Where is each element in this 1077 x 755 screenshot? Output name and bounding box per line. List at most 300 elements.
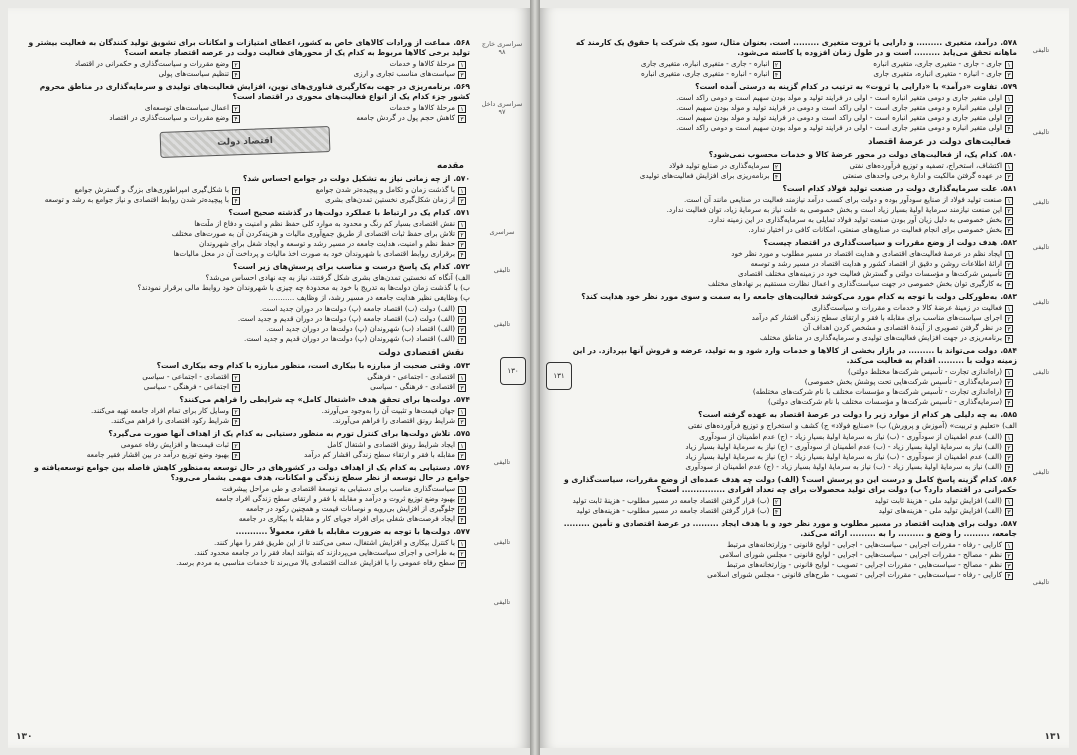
answer-option[interactable] xyxy=(246,185,466,195)
answer-option[interactable] xyxy=(554,452,1013,462)
option-text: جهان قیمت‌ها و تثبیت آن را به‌وجود می‌آورند. xyxy=(321,406,455,415)
option-text: سیاست‌های مناسب تجاری و ارزی xyxy=(353,69,455,78)
option-number-box: ۱ xyxy=(458,105,466,113)
answer-option[interactable] xyxy=(20,249,466,259)
answer-option[interactable] xyxy=(20,484,466,494)
option-text: اولی متغیر جاری و دومی متغیر انباره است - اولی راکد است و دومی در فرایند تولید و مولد بودن سهیم است. xyxy=(676,113,1002,122)
question-text: به‌طورکلی دولت با توجه به کدام مورد می‌کوشد فعالیت‌های جامعه را به سمت و سوی مورد نظر خود هدایت کند؟ xyxy=(581,292,998,301)
option-text: شرایط رکود اقتصادی را فراهم می‌کنند. xyxy=(111,416,229,425)
question-text: دولت‌ها برای تحقق هدف «اشتغال کامل» چه شرایطی را فراهم می‌کنند؟ xyxy=(179,395,451,404)
page-tab-right-number: ۱۳۱ xyxy=(553,372,565,380)
option-number-box: ۳ xyxy=(1005,71,1013,79)
answer-option[interactable] xyxy=(20,324,466,334)
answer-option[interactable] xyxy=(554,303,1013,313)
option-text: برنامه‌ریزی در جهت افزایش فعالیت‌های تولیدی و سرمایه‌گذاری در مناطق مختلف xyxy=(759,333,1002,342)
option-number-box: ۱ xyxy=(1005,95,1013,103)
question-subpart: الف) «تعلیم و تربیت» (آموزش و پرورش) ب) «صنایع فولاد» ج) کشف و استخراج و توزیع فرآورده‌های نفتی xyxy=(687,421,1017,430)
option-number-box: ۳ xyxy=(458,197,466,205)
answer-option[interactable] xyxy=(246,103,466,113)
answer-options xyxy=(554,59,1013,79)
question-number: ۵۷۲. xyxy=(453,262,470,271)
option-number-box: ۴ xyxy=(232,115,240,123)
option-text: اعمال سیاست‌های توسعه‌ای xyxy=(144,103,229,112)
option-text: (الف) دولت (ب) اقتصاد جامعه (پ) دولت‌ها در دوران جدید است. xyxy=(259,304,455,313)
option-number-box: ۳ xyxy=(458,326,466,334)
option-text: جلوگیری از افزایش بی‌رویه و نوسانات قیمت و همچنین رکود در جامعه xyxy=(246,504,455,513)
option-text: نظم - مصالح - مقررات اجرایی - سیاست‌هایی - اجرایی - لوایح قانونی - مجلس شورای اسلامی xyxy=(719,550,1002,559)
option-number-box: ۳ xyxy=(1005,562,1013,570)
answer-options xyxy=(20,304,466,344)
answer-option[interactable] xyxy=(246,59,466,69)
question-text: از چه زمانی نیاز به تشکیل دولت در جوامع احساس شد؟ xyxy=(242,174,451,183)
option-text: مرحلهٔ کالاها و خدمات xyxy=(389,103,455,112)
answer-option[interactable] xyxy=(554,333,1013,343)
question xyxy=(554,38,1017,58)
option-number-box: ۴ xyxy=(232,71,240,79)
answer-option[interactable] xyxy=(554,432,1013,442)
answer-option[interactable] xyxy=(20,195,240,205)
question xyxy=(554,82,1017,92)
option-text: با شکل‌گیری امپراطوری‌های بزرگ و گسترش جوامع xyxy=(74,185,229,194)
option-number-box: ۱ xyxy=(1005,61,1013,69)
option-text: (الف) عدم اطمینان از سودآوری - (ب) نیاز به سرمایهٔ اولیهٔ بسیار زیاد - (ج) نیاز به سرمایهٔ اولیهٔ بسیار زیاد xyxy=(685,452,1002,461)
answer-options xyxy=(20,59,466,79)
option-number-box: ۳ xyxy=(458,71,466,79)
option-number-box: ۳ xyxy=(1005,217,1013,225)
answer-option[interactable] xyxy=(246,440,466,450)
answer-option[interactable] xyxy=(20,219,466,229)
option-text: کاهش حجم پول در گردش جامعه xyxy=(356,113,455,122)
answer-option[interactable] xyxy=(554,69,781,79)
option-text: با گذشت زمان و تکامل و پیچیده‌تر شدن جوامع xyxy=(315,185,455,194)
answer-option[interactable] xyxy=(20,416,240,426)
question xyxy=(20,361,470,371)
option-number-box: ۱ xyxy=(458,374,466,382)
answer-options xyxy=(554,303,1013,343)
question-number: ۵۷۵. xyxy=(453,429,470,438)
option-text: تلاش برای حفظ ثبات اقتصادی از طریق جمع‌آوری مالیات و هزینه‌کردن آن به صورت‌های مختلف xyxy=(171,229,455,238)
question-number: ۵۸۵. xyxy=(1000,410,1017,419)
margin-source-note: تالیفی xyxy=(493,320,511,328)
option-text: تأسیس شرکت‌ها و مؤسسات دولتی و گسترش فعالیت خود در زمینه‌های مختلف اقتصادی xyxy=(737,269,1002,278)
question-number: ۵۸۱. xyxy=(1000,184,1017,193)
margin-source-note: سراسری خارج ۹۸ xyxy=(481,40,523,56)
answer-option[interactable] xyxy=(554,259,1013,269)
answer-option[interactable] xyxy=(20,103,240,113)
option-number-box: ۱ xyxy=(1005,163,1013,171)
option-text: ثبات قیمت‌ها و افزایش رفاه عمومی xyxy=(120,440,229,449)
option-text: ایجاد نظم در عرصهٔ فعالیت‌های اقتصادی و هدایت اقتصاد در مسیر مطلوب و مورد نظر خود xyxy=(731,249,1002,258)
question-text: هدف دولت از وضع مقررات و سیاست‌گذاری در اقتصاد چیست؟ xyxy=(763,238,998,247)
answer-options xyxy=(20,219,466,259)
option-number-box: ۴ xyxy=(773,71,781,79)
option-number-box: ۴ xyxy=(1005,572,1013,580)
answer-option[interactable] xyxy=(246,450,466,460)
answer-option[interactable] xyxy=(554,249,1013,259)
answer-option[interactable] xyxy=(787,171,1014,181)
answer-option[interactable] xyxy=(246,416,466,426)
question-number: ۵۸۶. xyxy=(1000,475,1017,484)
option-number-box: ۴ xyxy=(1005,227,1013,235)
answer-option[interactable] xyxy=(554,215,1013,225)
page-tab-right xyxy=(546,362,572,390)
question xyxy=(554,184,1017,194)
option-text: (الف) نیاز به سرمایهٔ اولیهٔ بسیار زیاد - (ب) نیاز به سرمایهٔ اولیهٔ بسیار زیاد - (ج) عدم اطمینان از سودآوری xyxy=(685,462,1002,471)
option-number-box: ۱ xyxy=(458,221,466,229)
question-text: کدام یک، از فعالیت‌های دولت در محور عرضهٔ کالا و خدمات محسوب نمی‌شود؟ xyxy=(708,150,998,159)
answer-option[interactable] xyxy=(554,387,1013,397)
option-text: (الف) افزایش تولید ملی - هزینهٔ ثابت تولید xyxy=(874,496,1002,505)
option-text: (سرمایه‌گذاری - تأسیس شرکت‌ها و مؤسسات مختلف با نام شرکت‌های دولتی) xyxy=(767,397,1002,406)
page-number-left: ۱۳۰ xyxy=(16,732,33,742)
option-number-box: ۳ xyxy=(458,506,466,514)
question-number: ۵۸۲. xyxy=(1000,238,1017,247)
question xyxy=(554,346,1017,366)
answer-options xyxy=(20,406,466,426)
option-text: اقتصادی - اجتماعی - فرهنگی xyxy=(367,372,455,381)
question-text: کدام یک در ارتباط با عملکرد دولت‌ها در گذشته صحیح است؟ xyxy=(228,208,451,217)
option-number-box: ۱ xyxy=(458,61,466,69)
left-page xyxy=(8,8,530,748)
option-number-box: ۳ xyxy=(1005,454,1013,462)
answer-option[interactable] xyxy=(20,239,466,249)
question-group-top xyxy=(20,38,470,123)
question-subpart: الف) آنگاه که نخستین تمدن‌های بشری شکل گرفتند، نیاز به چه نهادی احساس می‌شد؟ xyxy=(205,273,470,282)
question-number: ۵۷۰. xyxy=(453,174,470,183)
answer-options xyxy=(20,538,466,568)
option-number-box: ۱ xyxy=(1005,305,1013,313)
option-text: جاری - انباره - متغیری انباره، متغیری جاری xyxy=(873,69,1002,78)
question xyxy=(20,174,470,184)
question-number: ۵۷۷. xyxy=(453,527,470,536)
answer-option[interactable] xyxy=(20,450,240,460)
option-text: در نظر گرفتن تصویری از آیندهٔ اقتصادی و مشخص کردن اهداف آن xyxy=(802,323,1002,332)
margin-source-note: تالیفی xyxy=(493,598,511,606)
answer-option[interactable] xyxy=(20,185,240,195)
answer-option[interactable] xyxy=(554,59,781,69)
margin-source-note: تالیفی xyxy=(493,458,511,466)
option-number-box: ۳ xyxy=(1005,271,1013,279)
option-text: ایجاد شرایط رونق اقتصادی و اشتغال کامل xyxy=(327,440,455,449)
answer-options xyxy=(20,484,466,524)
answer-option[interactable] xyxy=(787,59,1014,69)
option-number-box: ۲ xyxy=(773,61,781,69)
answer-option[interactable] xyxy=(246,69,466,79)
option-text: (راه‌اندازی تجارت - تأسیس شرکت‌ها مختلط دولتی) xyxy=(848,367,1002,376)
option-number-box: ۲ xyxy=(773,498,781,506)
option-text: اقتصادی - اجتماعی - سیاسی xyxy=(142,372,229,381)
question xyxy=(554,519,1017,539)
margin-source-note: تالیفی xyxy=(1032,46,1050,54)
option-number-box: ۴ xyxy=(1005,281,1013,289)
answer-option[interactable] xyxy=(554,570,1013,580)
margin-source-note: سراسری داخل ۹۷ xyxy=(481,100,523,116)
answer-option[interactable] xyxy=(20,406,240,416)
option-text: سرمایه‌گذاری در صنایع تولید فولاد xyxy=(668,161,770,170)
option-number-box: ۲ xyxy=(1005,261,1013,269)
option-number-box: ۴ xyxy=(773,508,781,516)
option-text: وسایل کار برای تمام افراد جامعه تهیه می‌کنند. xyxy=(91,406,229,415)
answer-option[interactable] xyxy=(554,93,1013,103)
question-text: دولت برای هدایت اقتصاد در مسیر مطلوب و مورد نظر خود و با هدف ایجاد ......... در عرصهٔ اقتصادی و تأمین ......... جامعه، ......... را وضع و ......... را به ......... ارائه می‌کند. xyxy=(563,519,1017,538)
option-text: حفظ نظم و امنیت، هدایت جامعه در مسیر رشد و توسعه و ایجاد شغل برای شهروندان xyxy=(198,239,455,248)
option-text: مرحلهٔ کالاها و خدمات xyxy=(389,59,455,68)
option-number-box: ۱ xyxy=(1005,251,1013,259)
answer-option[interactable] xyxy=(554,313,1013,323)
answer-option[interactable] xyxy=(554,550,1013,560)
answer-option[interactable] xyxy=(20,504,466,514)
question xyxy=(20,395,470,405)
answer-options xyxy=(554,195,1013,235)
option-text: با کنترل بیکاری و افزایش اشتغال، سعی می‌کنند تا از این طریق فقر را مهار کنند. xyxy=(213,538,455,547)
answer-option[interactable] xyxy=(20,494,466,504)
option-number-box: ۴ xyxy=(1005,335,1013,343)
answer-options xyxy=(554,367,1013,407)
answer-option[interactable] xyxy=(554,496,781,506)
option-text: به طراحی و اجرای سیاست‌هایی می‌پردازند که بتوانند ابعاد فقر را در جامعه محدود کنند. xyxy=(194,548,455,557)
option-number-box: ۳ xyxy=(458,384,466,392)
answer-option[interactable] xyxy=(554,205,1013,215)
answer-option[interactable] xyxy=(554,560,1013,570)
option-number-box: ۲ xyxy=(458,550,466,558)
option-number-box: ۲ xyxy=(232,105,240,113)
option-number-box: ۱ xyxy=(1005,498,1013,506)
option-text: اقتصادی - فرهنگی - سیاسی xyxy=(370,382,455,391)
option-text: برنامه‌ریزی برای افزایش فعالیت‌های تولیدی xyxy=(639,171,770,180)
answer-option[interactable] xyxy=(20,558,466,568)
question-text: تفاوت «درآمد» با «دارایی یا ثروت» به ترتیب در کدام گزینه به درستی آمده است؟ xyxy=(695,82,998,91)
question xyxy=(20,262,470,272)
option-number-box: ۳ xyxy=(458,418,466,426)
question-text: مماعت از ورادات کالاهای خاص به کشور، اعطای امتیازات و امکانات برای تشویق تولید کنندگان به فعالیت بیشتر و تولید برخی کالاها مربوط به کدام یک از محورهای فعالیت دولت در عرصه اقتصاد جامعه است؟ xyxy=(28,38,470,57)
option-text: اکتشاف، استخراج، تصفیه و توزیع فرآورده‌های نفتی xyxy=(849,161,1002,170)
option-text: سیاست‌گذاری مناسب برای دستیابی به توسعهٔ اقتصادی و طی مراحل پیشرفت xyxy=(222,484,455,493)
answer-option[interactable] xyxy=(20,314,466,324)
answer-option[interactable] xyxy=(787,161,1014,171)
answer-options xyxy=(554,432,1013,472)
option-number-box: ۳ xyxy=(1005,508,1013,516)
answer-option[interactable] xyxy=(554,462,1013,472)
option-number-box: ۲ xyxy=(1005,552,1013,560)
answer-option[interactable] xyxy=(787,69,1014,79)
answer-option[interactable] xyxy=(20,229,466,239)
page-tab-left xyxy=(500,357,526,385)
margin-source-note: تالیفی xyxy=(1032,198,1050,206)
left-page-content xyxy=(20,38,470,728)
option-number-box: ۱ xyxy=(458,306,466,314)
answer-option[interactable] xyxy=(554,377,1013,387)
option-text: (سرمایه‌گذاری - تأسیس شرکت‌هایی تحت پوشش بخش خصوصی) xyxy=(804,377,1002,386)
question-number: ۵۶۹. xyxy=(453,82,470,91)
question xyxy=(20,429,470,439)
answer-option[interactable] xyxy=(554,506,781,516)
option-text: (الف) اقتصاد (ب) شهروندان (پ) دولت‌ها در دوران جدید است. xyxy=(266,324,455,333)
option-number-box: ۲ xyxy=(458,316,466,324)
answer-option[interactable] xyxy=(246,372,466,382)
option-number-box: ۳ xyxy=(1005,325,1013,333)
question-text: وقتی صحبت از مبارزه با بیکاری است، منظور مبارزه با کدام وجه بیکاری است؟ xyxy=(156,361,451,370)
option-number-box: ۱ xyxy=(458,486,466,494)
answer-option[interactable] xyxy=(554,269,1013,279)
question-text: دستیابی به کدام یک از اهداف دولت در کشورهای در حال توسعه به‌منظور کاهش فاصله بین جوامع توسعه‌یافته و جوامع در حال توسعه از نظر سطح زندگی و امکانات، هدف مهمی بشمار می‌رود؟ xyxy=(34,463,470,482)
question-number: ۵۷۶. xyxy=(453,463,470,472)
answer-option[interactable] xyxy=(787,506,1014,516)
answer-option[interactable] xyxy=(20,382,240,392)
answer-options xyxy=(20,440,466,460)
option-text: (الف) افزایش تولید ملی - هزینه‌های تولید xyxy=(878,506,1002,515)
answer-option[interactable] xyxy=(554,161,781,171)
question xyxy=(554,410,1017,420)
option-text: ارائهٔ اطلاعات روشن و دقیق از اقتصاد کشور و هدایت اقتصاد در مسیر رشد و توسعه xyxy=(750,259,1002,268)
option-text: بخش خصوصی برای انجام فعالیت در صنایع‌های صنعتی، امکانات کافی در اختیار ندارد. xyxy=(748,225,1002,234)
answer-option[interactable] xyxy=(20,113,240,123)
question-text: کدام گزینه پاسخ کامل و درست این دو پرسش است؟ (الف) دولت چه هدف عمده‌ای از وضع مقررات، سیاست‌گذاری و حکمرانی در اقتصاد دارد؟ ب) دولت برای تولید محصولات برای چه تعداد افرادی ............... است؟ xyxy=(564,475,1017,494)
question xyxy=(554,150,1017,160)
option-text: مقابله با فقر و ارتقاء سطح زندگی اقشار کم درآمد xyxy=(303,450,455,459)
section-heading-intro: مقدمه xyxy=(436,161,464,171)
answer-option[interactable] xyxy=(554,279,1013,289)
banner-text: اقتصاد دولت xyxy=(216,136,274,148)
question-number: ۵۷۸. xyxy=(1000,38,1017,47)
question xyxy=(20,38,470,58)
option-number-box: ۳ xyxy=(458,452,466,460)
option-number-box: ۴ xyxy=(458,251,466,259)
answer-option[interactable] xyxy=(20,548,466,558)
answer-option[interactable] xyxy=(246,382,466,392)
option-text: نظم - مصالح - سیاست‌هایی - مقررات اجرایی - تصویب - لوایح قانونی - وزارتخانه‌های مرتبط xyxy=(726,560,1002,569)
option-text: تنظیم سیاست‌های پولی xyxy=(158,69,229,78)
option-number-box: ۲ xyxy=(1005,315,1013,323)
option-text: (ب) قرار گرفتن اقتصاد جامعه در مسیر مطلوب - هزینهٔ ثابت تولید xyxy=(572,496,770,505)
option-number-box: ۳ xyxy=(458,115,466,123)
question-text: برنامه‌ریزی در جهت به‌کارگیری فناوری‌های نوین، افزایش فعالیت‌های تولیدی و سرمایه‌گذاری در مناطق محروم کشور جزء کدام یک از انواع فعالیت‌های محوری در اقتصاد است؟ xyxy=(39,82,470,101)
margin-source-note: تالیفی xyxy=(493,538,511,546)
margin-source-note: سراسری xyxy=(489,228,515,236)
option-text: اجرای سیاست‌های مناسب برای مقابله با فقر و ارتقای سطح زندگی اقشار کم درآمد xyxy=(751,313,1002,322)
answer-option[interactable] xyxy=(554,195,1013,205)
option-number-box: ۱ xyxy=(458,442,466,450)
question xyxy=(554,292,1017,302)
option-text: (راه‌اندازی تجارت - تأسیس شرکت‌ها و مؤسسات مختلف با نام شرکت‌های مختلطه) xyxy=(752,387,1002,396)
page-number-right: ۱۳۱ xyxy=(1044,732,1061,742)
option-text: (ب) قرار گرفتن اقتصاد جامعه در مسیر مطلوب - هزینه‌های تولید xyxy=(576,506,770,515)
question-number: ۵۷۹. xyxy=(1000,82,1017,91)
question-text: کدام یک پاسخ درست و مناسب برای پرسش‌های زیر است؟ xyxy=(233,262,451,271)
question xyxy=(20,208,470,218)
option-text: وضع مقررات و سیاست‌گذاری و حکمرانی در اقتصاد xyxy=(74,59,229,68)
answer-option[interactable] xyxy=(554,113,1013,123)
option-text: از زمان شکل‌گیری نخستین تمدن‌های بشری xyxy=(325,195,455,204)
question-number: ۵۷۴. xyxy=(453,395,470,404)
margin-source-note: تالیفی xyxy=(1032,368,1050,376)
option-number-box: ۱ xyxy=(458,408,466,416)
option-text: اجتماعی - فرهنگی - سیاسی xyxy=(143,382,229,391)
option-text: انباره - جاری - متغیری انباره، متغیری جاری xyxy=(640,59,770,68)
option-number-box: ۴ xyxy=(232,197,240,205)
option-number-box: ۴ xyxy=(773,173,781,181)
question-text: درآمد، متغیری ......... و دارایی یا ثروت متغیری ......... است. بعنوان مثال، سود یک شرکت یا حقوق یک کارمند که ماهانه تحقق می‌یابد ......... است و در طول زمان افزوده یا کاسته می‌شود. xyxy=(575,38,1017,57)
answer-option[interactable] xyxy=(246,406,466,416)
question-number: ۵۷۱. xyxy=(453,208,470,217)
answer-option[interactable] xyxy=(554,540,1013,550)
option-text: به کارگیری توان بخش خصوصی در جهت سیاست‌گذاری و اعمال نظارت مستقیم بر نهادهای مختلف xyxy=(707,279,1002,288)
option-text: ایجاد فرصت‌های شغلی برای افراد جویای کار و مقابله با بیکاری در جامعه xyxy=(238,514,455,523)
question-text: دولت‌ها با توجه به ضرورت مقابله با فقر، معمولاً ........... xyxy=(235,527,451,536)
answer-option[interactable] xyxy=(787,496,1014,506)
option-text: در عهده گرفتن مالکیت و ادارهٔ برخی واحدهای صنعتی xyxy=(842,171,1002,180)
answer-options xyxy=(554,161,1013,181)
answer-option[interactable] xyxy=(554,323,1013,333)
answer-option[interactable] xyxy=(20,538,466,548)
option-number-box: ۱ xyxy=(458,187,466,195)
section-heading-role: نقش اقتصادی دولت xyxy=(378,348,464,358)
option-text: انباره - انباره - متغیری جاری، متغیری انباره xyxy=(640,69,770,78)
option-number-box: ۴ xyxy=(458,336,466,344)
option-number-box: ۳ xyxy=(1005,173,1013,181)
answer-option[interactable] xyxy=(20,440,240,450)
margin-source-note: تالیفی xyxy=(1032,578,1050,586)
option-number-box: ۳ xyxy=(1005,115,1013,123)
answer-option[interactable] xyxy=(20,334,466,344)
answer-option[interactable] xyxy=(554,442,1013,452)
question xyxy=(20,463,470,483)
answer-option[interactable] xyxy=(20,514,466,524)
answer-option[interactable] xyxy=(246,113,466,123)
answer-option[interactable] xyxy=(554,171,781,181)
option-number-box: ۱ xyxy=(458,540,466,548)
option-number-box: ۲ xyxy=(232,187,240,195)
answer-option[interactable] xyxy=(20,59,240,69)
option-number-box: ۲ xyxy=(232,374,240,382)
option-text: صنعت تولید فولاد از صنایع سودآور بوده و دولت برای کسب درآمد نیازمند فعالیت در صنایعی مانند آن است. xyxy=(683,195,1002,204)
answer-option[interactable] xyxy=(20,304,466,314)
margin-source-note: تالیفی xyxy=(1032,298,1050,306)
option-number-box: ۱ xyxy=(1005,369,1013,377)
answer-options xyxy=(20,372,466,392)
option-text: (الف) دولت (ب) اقتصاد جامعه (پ) دولت‌ها در دوران قدیم و جدید است. xyxy=(237,314,455,323)
option-number-box: ۲ xyxy=(1005,207,1013,215)
option-text: بخش خصوصی به دلیل زیان آور بودن صنعت تولید فولاد تمایلی به سرمایه‌گذاری در این زمینه ندارد. xyxy=(708,215,1002,224)
option-text: (الف) عدم اطمینان از سودآوری - (ب) نیاز به سرمایهٔ اولیهٔ بسیار زیاد - (ج) عدم اطمینان از سودآوری xyxy=(699,432,1002,441)
answer-option[interactable] xyxy=(20,372,240,382)
answer-option[interactable] xyxy=(554,225,1013,235)
answer-options xyxy=(20,103,466,123)
answer-options xyxy=(554,93,1013,133)
answer-option[interactable] xyxy=(554,397,1013,407)
option-number-box: ۴ xyxy=(1005,399,1013,407)
section-heading-activities: فعالیت‌های دولت در عرصهٔ اقتصاد xyxy=(868,137,1011,147)
answer-option[interactable] xyxy=(554,123,1013,133)
answer-option[interactable] xyxy=(20,69,240,79)
option-text: کارایی - رفاه - سیاست‌هایی - مقررات اجرایی - تصویب - طرح‌های قانونی - مجلس شورای اسلامی xyxy=(707,570,1002,579)
answer-option[interactable] xyxy=(554,367,1013,377)
option-text: فعالیت در زمینهٔ عرضهٔ کالا و خدمات و مقررات و سیاست‌گذاری xyxy=(811,303,1002,312)
option-number-box: ۲ xyxy=(773,163,781,171)
option-number-box: ۲ xyxy=(458,231,466,239)
option-number-box: ۱ xyxy=(1005,197,1013,205)
margin-source-note: تالیفی xyxy=(493,266,511,274)
option-number-box: ۲ xyxy=(232,61,240,69)
answer-option[interactable] xyxy=(246,195,466,205)
question-subpart: ب) با گذشت زمان دولت‌ها به تدریج با خود به محدودهٔ چه چیزی با شهروندان خود روابط مالی برقرار نمودند؟ xyxy=(137,283,470,292)
option-text: بهبود وضع توزیع درآمد در بین اقشار فقیر جامعه xyxy=(86,450,229,459)
option-text: بهبود وضع توزیع ثروت و درآمد و مقابله با فقر و ارتقای سطح زندگی افراد جامعه xyxy=(215,494,455,503)
answer-option[interactable] xyxy=(554,103,1013,113)
right-page-content xyxy=(554,38,1017,728)
question-group-role xyxy=(20,361,470,568)
option-text: این صنعت نیازمند سرمایهٔ اولیهٔ بسیار زیاد است و بخش خصوصی به علت نیاز به سرمایهٔ زیاد، توان فعالیت ندارد. xyxy=(666,205,1002,214)
option-text: نقش اقتصادی بسیار کم رنگ و محدود به موارد کلی حفظ نظم و امنیت و دفاع از ملّت‌ها xyxy=(194,219,455,228)
